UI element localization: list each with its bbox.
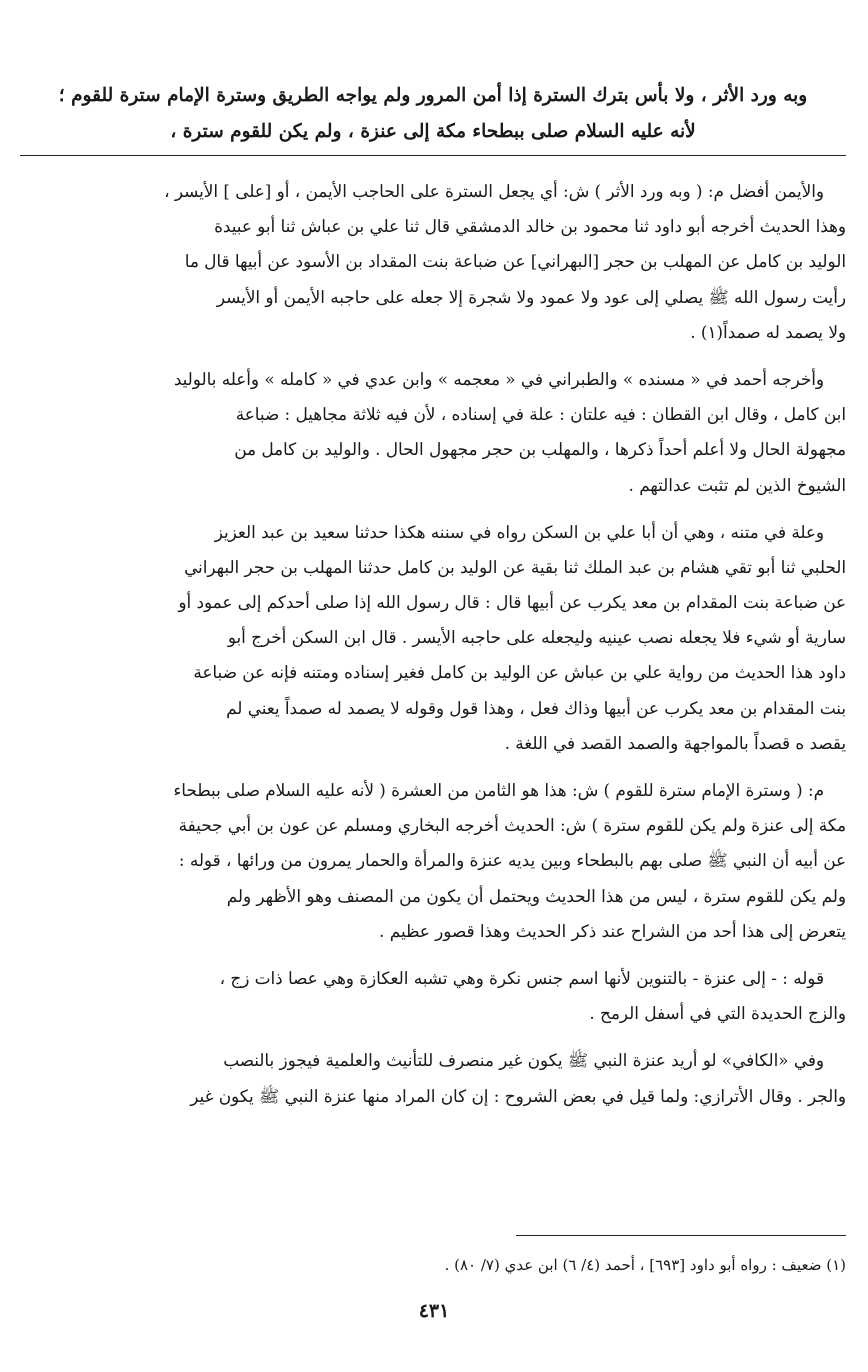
text-line: مكة إلى عنزة ولم يكن للقوم سترة ) ش: الحديث أخرجه البخاري ومسلم عن عون بن أبي جحيفة: [178, 815, 846, 836]
text-line: وهذا الحديث أخرجه أبو داود ثنا محمود بن خالد الدمشقي قال ثنا علي بن عباش ثنا أبو عبيدة: [214, 216, 846, 237]
footnote-separator-line: [516, 1235, 846, 1236]
text-line: م: ( وسترة الإمام سترة للقوم ) ش: هذا هو الثامن من العشرة ( لأنه عليه السلام صلى ببطحاء: [173, 780, 824, 800]
text-line: ولم يكن للقوم سترة ، ليس من هذا الحديث ويحتمل أن يكون من المصنف وهو الأظهر ولم: [226, 885, 846, 906]
text-line: مجهولة الحال ولا أعلم أحداً ذكرها ، والمهلب بن حجر مجهول الحال . والوليد بن كامل من: [234, 439, 846, 460]
text-line: رأيت رسول الله ﷺ يصلي إلى عود ولا عمود ولا شجرة إلا جعله على حاجبه الأيمن أو الأيسر: [216, 286, 846, 307]
text-line: الحلبي ثنا أبو تقي هشام بن عبد الملك ثنا بقية عن الوليد بن كامل حدثنا المهلب بن حجر البهراني: [184, 556, 846, 577]
commentary-paragraph: [20, 961, 846, 1031]
text-line: عن ضباعة بنت المقدام بن معد يكرب عن أبيها قال : قال رسول الله إذا صلى أحدكم إلى عمود أو: [178, 592, 846, 613]
commentary-paragraph: [20, 1043, 846, 1113]
text-line: والجر . وقال الأترازي: ولما قيل في بعض الشروح : إن كان المراد منها عنزة النبي ﷺ يكون غير: [190, 1085, 846, 1106]
text-line: سارية أو شيء فلا يجعله نصب عينيه وليجعله على حاجبه الأيسر . قال ابن السكن أخرج أبو: [227, 627, 846, 648]
text-line: الوليد بن كامل عن المهلب بن حجر [البهراني] عن ضباعة بنت المقداد بن الأسود عن أبيها قال ما: [184, 251, 846, 272]
text-line: والأيمن أفضل م: ( وبه ورد الأثر ) ش: أي يجعل السترة على الحاجب الأيمن ، أو [على ] الأيسر ،: [164, 181, 824, 201]
text-line: وعلة في متنه ، وهي أن أبا علي بن السكن رواه في سننه هكذا حدثنا سعيد بن عبد العزيز: [214, 521, 824, 542]
commentary-paragraph: [20, 362, 846, 503]
text-line: قوله : - إلى عنزة - بالتنوين لأنها اسم جنس نكرة وهي تشبه العكازة وهي عصا ذات زج ،: [219, 967, 824, 988]
text-line: ابن كامل ، وقال ابن القطان : فيه علتان : علة في إسناده ، لأن فيه ثلاثة مجاهيل : ضباعة: [235, 404, 846, 425]
text-line: داود هذا الحديث من رواية علي بن عباش عن الوليد بن كامل فغير إسناده ومتنه فإنه عن ضباعة: [193, 662, 846, 683]
commentary-paragraph: [20, 515, 846, 761]
matn-line: وبه ورد الأثر ، ولا بأس بترك السترة إذا أمن المرور ولم يواجه الطريق وسترة الإمام سترة للقوم ؛: [58, 85, 808, 106]
matn-text: [20, 78, 846, 150]
text-line: عن أبيه أن النبي ﷺ صلى بهم بالبطحاء وبين يديه عنزة والمرأة والحمار يمرون من ورائها ، قوله :: [178, 850, 846, 871]
commentary-text: [20, 174, 846, 1126]
commentary-paragraph: [20, 773, 846, 949]
matn-separator-line: [20, 155, 846, 156]
text-line: يقصد ه قصداً بالمواجهة والصمد القصد في اللغة .: [504, 732, 846, 753]
text-line: بنت المقدام بن معد يكرب عن أبيها وذاك فعل ، وهذا قول وقوله لا يصمد له صمداً يعني لم: [226, 697, 846, 718]
page-number: ٤٣١: [418, 1300, 450, 1322]
commentary-paragraph: [20, 174, 846, 350]
text-line: يتعرض إلى هذا أحد من الشراح عند ذكر الحديث وهذا قصور عظيم .: [379, 920, 846, 941]
text-line: وأخرجه أحمد في « مسنده » والطبراني في « معجمه » وابن عدي في « كامله » وأعله بالوليد: [173, 368, 824, 389]
text-line: ولا يصمد له صمداً(١) .: [690, 321, 846, 342]
matn-line: لأنه عليه السلام صلى ببطحاء مكة إلى عنزة ، ولم يكن للقوم سترة ،: [170, 121, 696, 142]
text-line: وفي «الكافي» لو أريد عنزة النبي ﷺ يكون غير منصرف للتأنيث والعلمية فيجوز بالنصب: [223, 1050, 824, 1071]
footnote: (١) ضعيف : رواه أبو داود [٦٩٣] ، أحمد (٤/ ٦) ابن عدي (٧/ ٨٠) .: [444, 1256, 846, 1274]
text-line: والزج الحديدة التي في أسفل الرمح .: [589, 1003, 846, 1024]
text-line: الشيوخ الذين لم تثبت عدالتهم .: [628, 474, 846, 495]
